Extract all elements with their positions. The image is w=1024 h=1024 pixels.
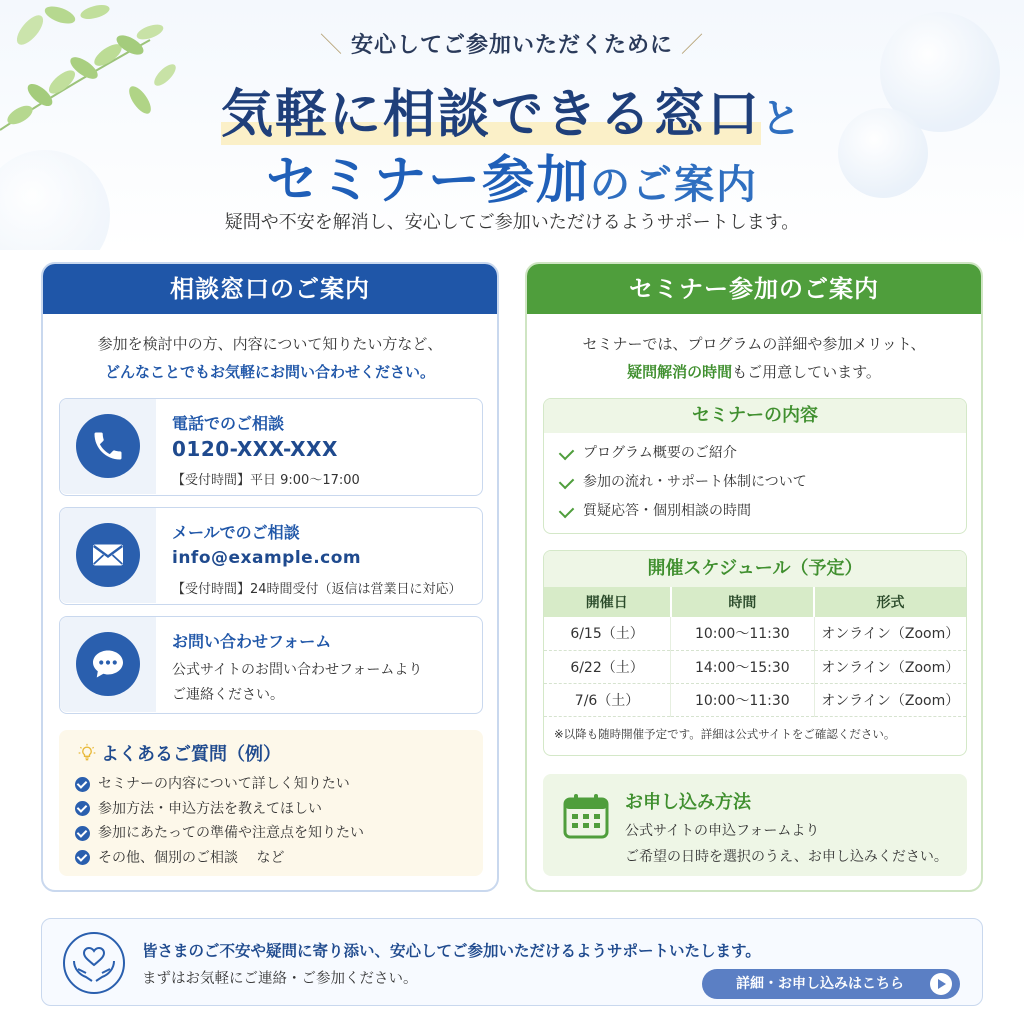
check-icon: [75, 850, 90, 865]
table-cell: 10:00～11:30: [671, 683, 814, 716]
details-apply-button[interactable]: [702, 969, 960, 999]
schedule-title: 開催スケジュール（予定）: [544, 551, 966, 587]
table-header: 開催日: [544, 587, 671, 617]
check-icon: [559, 444, 575, 460]
check-icon: [559, 473, 575, 489]
arrow-right-icon: [930, 973, 952, 995]
list-item: プログラム概要のご紹介: [558, 439, 952, 468]
list-item: 質疑応答・個別相談の時間: [558, 497, 952, 526]
hero-section: [0, 0, 1024, 250]
check-icon: [75, 826, 90, 841]
table-cell: オンライン（Zoom）: [814, 683, 966, 716]
check-icon: [75, 777, 90, 792]
check-icon: [75, 801, 90, 816]
seminar-card: [525, 262, 983, 892]
check-icon: [559, 502, 575, 518]
consult-heading: 相談窓口のご案内: [43, 264, 497, 314]
chat-icon: [90, 646, 126, 682]
apply-title: お申し込み方法: [625, 792, 751, 813]
footer-banner: [41, 918, 983, 1006]
form-contact[interactable]: [59, 616, 483, 714]
seminar-contents-box: [543, 398, 967, 534]
form-title: お問い合わせフォーム: [172, 632, 332, 651]
phone-contact[interactable]: [59, 398, 483, 496]
table-row: [544, 683, 966, 716]
list-item: 参加方法・申込方法を教えてほしい: [75, 797, 364, 822]
list-item: 参加の流れ・サポート体制について: [558, 468, 952, 497]
table-cell: 14:00～15:30: [671, 650, 814, 683]
calendar-icon: [563, 792, 609, 840]
seminar-intro: セミナーでは、プログラムの詳細や参加メリット、 疑問解消の時間もご用意しています。: [582, 335, 926, 381]
consult-card: [41, 262, 499, 892]
footer-message: 皆さまのご不安や疑問に寄り添い、安心してご参加いただけるようサポートいたします。: [142, 942, 761, 960]
table-row: [544, 617, 966, 650]
page-title-line2: セミナー参加のご案内: [265, 151, 758, 211]
schedule-box: [543, 550, 967, 756]
table-cell: オンライン（Zoom）: [814, 617, 966, 650]
page-subtitle: 疑問や不安を解消し、安心してご参加いただけるようサポートします。: [224, 212, 800, 233]
table-cell: 10:00～11:30: [671, 617, 814, 650]
apply-line: 公式サイトの申込フォームより: [625, 823, 820, 839]
phone-number[interactable]: 0120-XXX-XXX: [172, 437, 338, 461]
mail-hours: 【受付時間】24時間受付（返信は営業日に対応）: [172, 582, 462, 597]
form-line: ご連絡ください。: [172, 687, 284, 703]
list-item: 参加にあたっての準備や注意点を知りたい: [75, 821, 364, 846]
lightbulb-icon: [77, 743, 97, 763]
table-row: [544, 650, 966, 683]
page-title-line1: 気軽に相談できる窓口と: [220, 85, 803, 145]
table-cell: 7/6（土）: [544, 683, 671, 716]
mail-icon: [90, 537, 126, 573]
seminar-contents-title: セミナーの内容: [544, 399, 966, 433]
table-header: 時間: [671, 587, 814, 617]
apply-line: ご希望の日時を選択のうえ、お申し込みください。: [625, 849, 948, 865]
list-item: その他、個別のご相談 など: [75, 846, 364, 871]
mail-address[interactable]: info@example.com: [172, 548, 362, 568]
faq-title: よくあるご質問（例）: [77, 740, 281, 766]
faq-box: [59, 730, 483, 876]
consult-intro: 参加を検討中の方、内容について知りたい方など、 どんなことでもお気軽にお問い合わせください。: [97, 335, 443, 381]
schedule-note: ※以降も随時開催予定です。詳細は公式サイトをご確認ください。: [554, 726, 896, 741]
table-cell: 6/15（土）: [544, 617, 671, 650]
phone-hours: 【受付時間】平日 9:00～17:00: [172, 473, 360, 488]
schedule-table: [544, 587, 966, 717]
apply-box: [543, 774, 967, 876]
seminar-contents-list: [544, 433, 966, 532]
list-item: セミナーの内容について詳しく知りたい: [75, 772, 364, 797]
tagline: ＼ 安心してご参加いただくために ／: [319, 33, 705, 58]
phone-title: 電話でのご相談: [172, 414, 285, 433]
table-header: 形式: [814, 587, 966, 617]
table-cell: オンライン（Zoom）: [814, 650, 966, 683]
heart-hands-icon: [62, 931, 126, 995]
table-cell: 6/22（土）: [544, 650, 671, 683]
seminar-heading: セミナー参加のご案内: [527, 264, 981, 314]
faq-list: [75, 772, 364, 870]
mail-title: メールでのご相談: [172, 523, 300, 542]
phone-icon: [90, 428, 126, 464]
form-line: 公式サイトのお問い合わせフォームより: [172, 662, 423, 678]
footer-submessage: まずはお気軽にご連絡・ご参加ください。: [142, 971, 418, 987]
mail-contact[interactable]: [59, 507, 483, 605]
cta-label: 詳細・お申し込みはこちら: [736, 976, 904, 992]
